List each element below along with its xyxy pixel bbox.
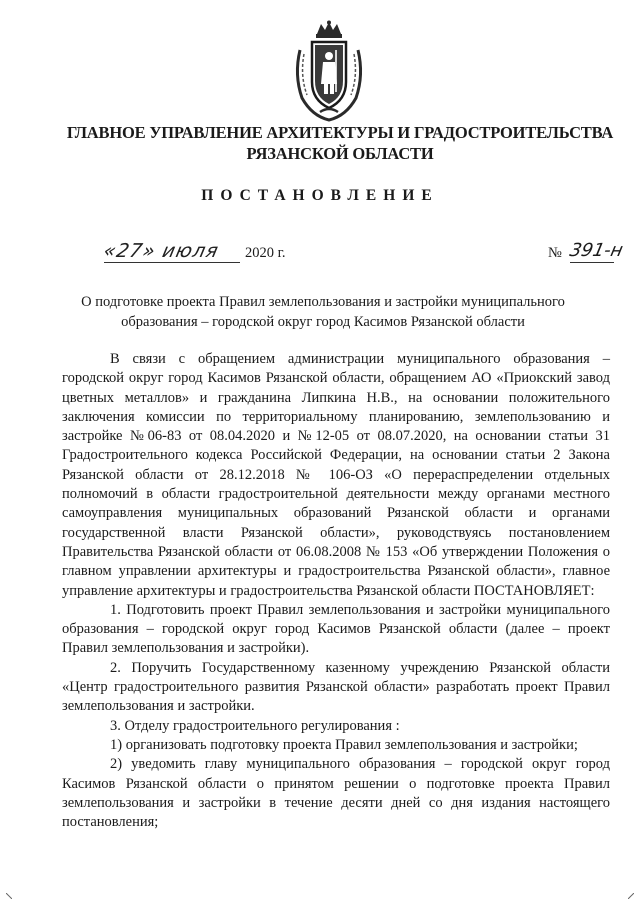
subject-line: О подготовке проекта Правил землепользования и застройки муниципального — [81, 294, 565, 310]
number-sign: № — [548, 245, 562, 261]
clause-3: 3. Отделу градостроительного регулирования : — [110, 717, 400, 734]
coat-of-arms-icon — [290, 20, 368, 124]
document-body — [62, 350, 610, 832]
handwritten-number: 391-н — [567, 240, 625, 261]
clause-2: 2. Поручить Государственному казенному учреждению Рязанской области «Центр градостроительного развития Рязанской области» разработать проект Правил землепользования и застройки. — [62, 659, 610, 715]
clause-1: 1. Подготовить проект Правил землепользования и застройки муниципального образования – городской округ город Касимов Рязанской области (далее – проект Правил землепользования и застройки). — [62, 601, 610, 657]
document-date — [101, 240, 304, 266]
number-underline — [570, 262, 614, 263]
clause-3-item-2: 2) уведомить главу муниципального образования – городской округ город Касимов Рязанской области о принятом решении о подготовке проекта Правил землепользования и застройки в течение десяти дней со дня издания настоящего постановления; — [62, 756, 610, 831]
preamble-paragraph: В связи с обращением администрации муниципального образования – городской округ город Касимов Рязанской области, обращением АО «Приокский завод цветных металлов» и гражданина Липкина Н.В., на основании положительного заключения комиссии по территориальному планированию, землепользованию и застройке №06-83 от 08.04.2020 и №12-05 от 08.07.2020, на основании статьи 31 Градостроительного кодекса Российской Федерации, на основании статьи 2 Закона Рязанской области от 28.12.2018 № 106-ОЗ «О перераспределении отдельных полномочий в области градостроительной деятельности между органами местного самоуправления муниципальных образований Рязанской области и органами государственной власти Рязанской области», руководствуясь постановлением Правительства Рязанской области от 06.08.2008 № 153 «Об утверждении Положения о главном управлении архитектуры и градостроительства Рязанской области», главное управление архитектуры и градостроительства Рязанской области ПОСТАНОВЛЯЕТ: — [62, 351, 610, 599]
date-year: 2020 г. — [245, 245, 286, 261]
document-type: ПОСТАНОВЛЕНИЕ — [201, 187, 439, 204]
handwritten-date: «27» июля — [101, 240, 221, 262]
scan-mark — [628, 893, 634, 899]
date-underline — [104, 262, 240, 263]
organization-name: ГЛАВНОЕ УПРАВЛЕНИЕ АРХИТЕКТУРЫ И ГРАДОСТРОИТЕЛЬСТВА — [66, 123, 614, 142]
document-number — [548, 240, 628, 266]
subject-line: образования – городской округ город Касимов Рязанской области — [121, 314, 525, 330]
document-subject — [80, 292, 566, 332]
issuing-authority — [60, 122, 620, 164]
region-name: РЯЗАНСКОЙ ОБЛАСТИ — [246, 144, 434, 163]
scan-mark — [6, 893, 12, 899]
clause-3-item-1: 1) организовать подготовку проекта Правил землепользования и застройки; — [110, 736, 578, 753]
